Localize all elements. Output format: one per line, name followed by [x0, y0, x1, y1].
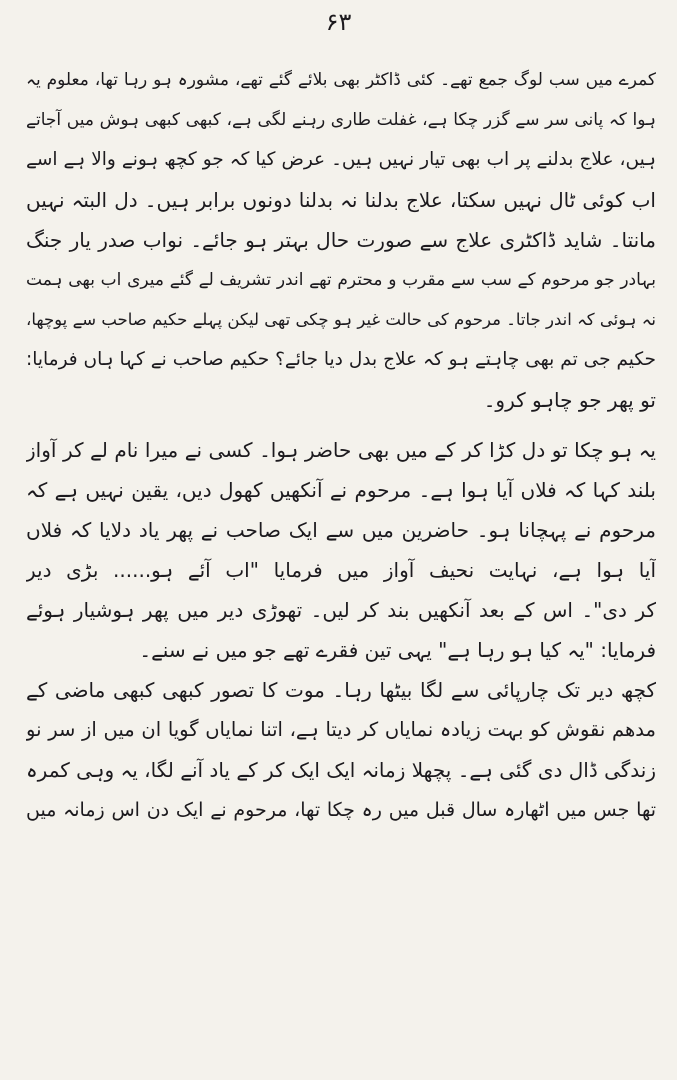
text-line: اب کوئی ٹال نہیں سکتا، علاج بدلنا نہ بدلنا دونوں برابر ہیں۔ دل البتہ نہیں: [26, 188, 656, 212]
text-line: بلند کہا کہ فلاں آیا ہوا ہے۔ مرحوم نے آنکھیں کھول دیں، یقین نہیں ہے کہ: [26, 478, 656, 502]
text-body: [26, 60, 656, 830]
text-line: حکیم جی تم بھی چاہتے ہو کہ علاج بدل دیا جائے؟ حکیم صاحب نے کہا ہاں فرمایا:: [26, 349, 656, 370]
text-line: کر دی"۔ اس کے بعد آنکھیں بند کر لیں۔ تھوڑی دیر میں پھر ہوشیار ہوئے: [26, 598, 656, 622]
text-line: ہوا کہ پانی سر سے گزر چکا ہے، غفلت طاری رہنے لگی ہے، کبھی کبھی ہوش میں آجاتے: [26, 110, 656, 130]
page-number: ۶۳: [325, 8, 352, 36]
text-line: کچھ دیر تک چارپائی سے لگا بیٹھا رہا۔ موت کا تصور کبھی کبھی ماضی کے: [26, 678, 656, 702]
text-line: فرمایا: "یہ کیا ہو رہا ہے" یہی تین فقرے تھے جو میں نے سنے۔: [139, 638, 656, 662]
text-line: تو پھر جو چاہو کرو۔: [483, 388, 656, 412]
text-line: مدھم نقوش کو بہت زیادہ نمایاں کر دیتا ہے، اتنا نمایاں گویا ان میں از سر نو: [26, 718, 656, 741]
text-line: کمرے میں سب لوگ جمع تھے۔ کئی ڈاکٹر بھی بلائے گئے تھے، مشورہ ہو رہا تھا، معلوم یہ: [26, 70, 656, 90]
text-line: تھا جس میں اٹھارہ سال قبل میں رہ چکا تھا، مرحوم نے ایک دن اس زمانہ میں: [26, 799, 656, 821]
text-line: نہ ہوئی کہ اندر جاتا۔ مرحوم کی حالت غیر ہو چکی تھی لیکن پہلے حکیم صاحب سے پوچھا،: [26, 310, 656, 329]
text-line: زندگی ڈال دی گئی ہے۔ پچھلا زمانہ ایک ایک کر کے یاد آنے لگا، یہ وہی کمرہ: [26, 758, 656, 782]
text-line: یہ ہو چکا تو دل کڑا کر کے میں بھی حاضر ہوا۔ کسی نے میرا نام لے کر آواز: [26, 438, 656, 462]
text-line: مرحوم نے پہچانا ہو۔ حاضرین میں سے ایک صاحب نے پھر یاد دلایا کہ فلاں: [26, 518, 656, 542]
text-line: بہادر جو مرحوم کے سب سے مقرب و محترم تھے اندر تشریف لے گئے میری اب بھی ہمت: [26, 270, 656, 290]
text-line: مانتا۔ شاید ڈاکٹری علاج سے صورت حال بہتر ہو جائے۔ نواب صدر یار جنگ: [26, 228, 656, 252]
text-line: آیا ہوا ہے، نہایت نحیف آواز میں فرمایا "اب آئے ہو...... بڑی دیر: [26, 558, 656, 582]
text-line: ہیں، علاج بدلنے پر اب بھی تیار نہیں ہیں۔ عرض کیا کہ جو کچھ ہونے والا ہے اسے: [26, 149, 656, 170]
